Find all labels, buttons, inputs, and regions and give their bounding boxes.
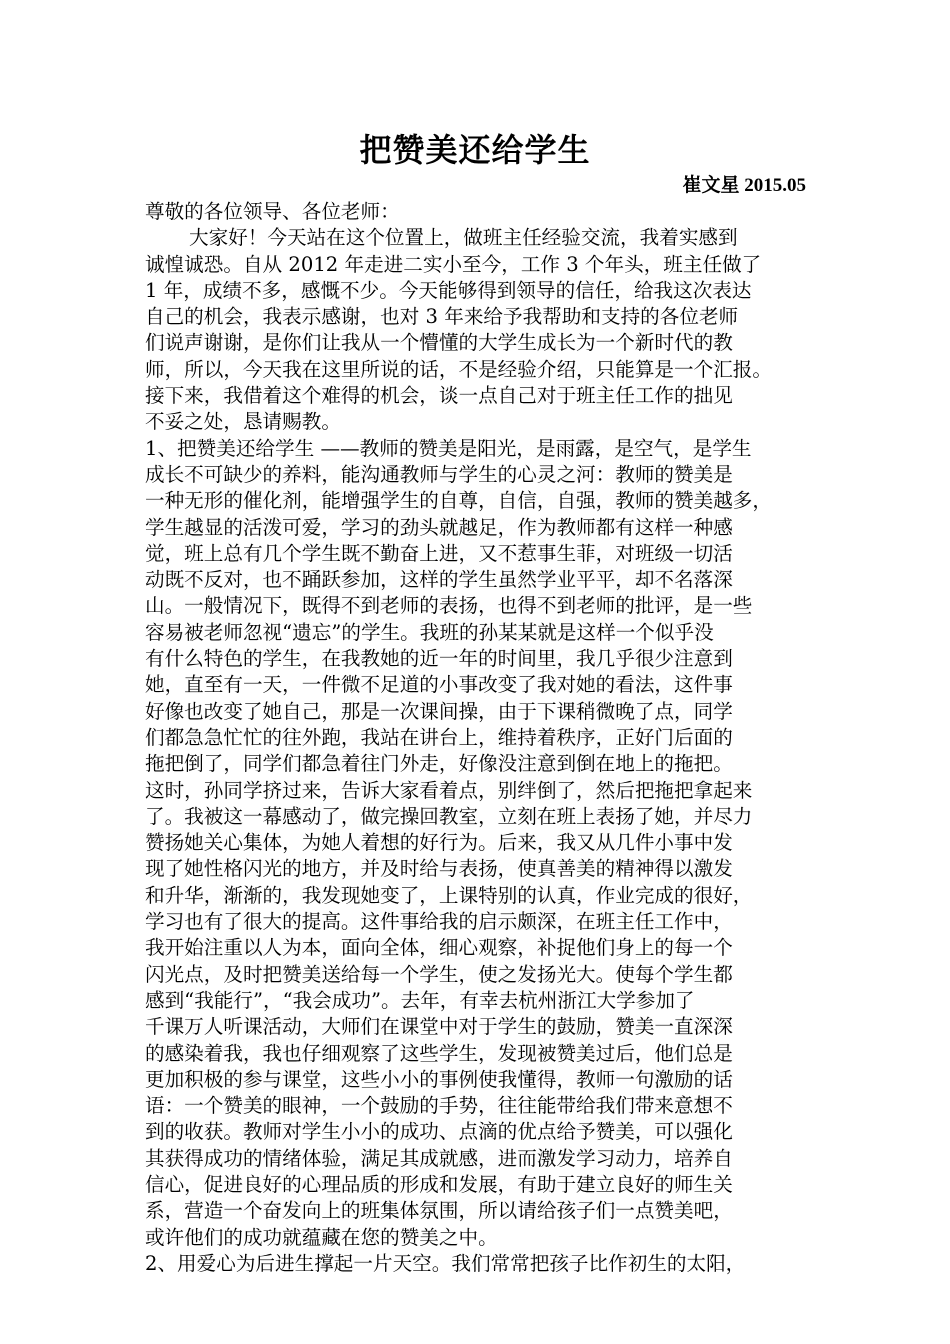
document-title: 把赞美还给学生 — [359, 131, 591, 169]
text-line: 山。一般情况下，既得不到老师的表扬，也得不到老师的批评，是一些 — [145, 594, 753, 618]
text-line: 学习也有了很大的提高。这件事给我的启示颇深，在班主任工作中， — [145, 910, 733, 934]
text-line: 现了她性格闪光的地方，并及时给与表扬，使真善美的精神得以激发 — [145, 857, 733, 881]
text-line: 到的收获。教师对学生小小的成功、点滴的优点给予赞美，可以强化 — [145, 1120, 733, 1144]
author-date: 崔文星 2015.05 — [682, 175, 806, 196]
text-line: 她，直至有一天，一件微不足道的小事改变了我对她的看法，这件事 — [145, 673, 733, 697]
text-line: 好像也改变了她自己，那是一次课间操，由于下课稍微晚了点，同学 — [145, 699, 733, 723]
text-line: 们说声谢谢，是你们让我从一个懵懂的大学生成长为一个新时代的教 — [145, 331, 733, 355]
text-line: 觉，班上总有几个学生既不勤奋上进，又不惹事生菲，对班级一切活 — [145, 541, 733, 565]
text-line: 了。我被这一幕感动了，做完操回教室，立刻在班上表扬了她，并尽力 — [145, 804, 753, 828]
text-line: 赞扬她关心集体，为她人着想的好行为。后来，我又从几件小事中发 — [145, 831, 733, 855]
text-line: 系，营造一个奋发向上的班集体氛围，所以请给孩子们一点赞美吧， — [145, 1199, 733, 1223]
text-line: 这时，孙同学挤过来，告诉大家看着点，别绊倒了，然后把拖把拿起来 — [145, 778, 753, 802]
text-line: 其获得成功的情绪体验，满足其成就感，进而激发学习动力，培养自 — [145, 1146, 733, 1170]
text-line: 1 年，成绩不多，感慨不少。今天能够得到领导的信任，给我这次表达 — [145, 278, 752, 302]
text-line: 接下来，我借着这个难得的机会，谈一点自己对于班主任工作的拙见 — [145, 384, 733, 408]
text-line: 感到“我能行”，“我会成功”。去年，有幸去杭州浙江大学参加了 — [145, 988, 695, 1012]
text-line: 闪光点，及时把赞美送给每一个学生，使之发扬光大。使每个学生都 — [145, 962, 733, 986]
text-line: 和升华，渐渐的，我发现她变了，上课特别的认真，作业完成的很好， — [145, 883, 753, 907]
text-line: 有什么特色的学生，在我教她的近一年的时间里，我几乎很少注意到 — [145, 647, 733, 671]
text-line: 信心，促进良好的心理品质的形成和发展，有助于建立良好的师生关 — [145, 1172, 733, 1196]
text-line: 我开始注重以人为本，面向全体，细心观察，补捉他们身上的每一个 — [145, 936, 733, 960]
text-line: 更加积极的参与课堂，这些小小的事例使我懂得，教师一句激励的话 — [145, 1067, 733, 1091]
text-line: 自己的机会，我表示感谢，也对 3 年来给予我帮助和支持的各位老师 — [145, 305, 739, 329]
text-line: 动既不反对，也不踊跃参加，这样的学生虽然学业平平，却不名落深 — [145, 568, 733, 592]
text-line: 的感染着我，我也仔细观察了这些学生，发现被赞美过后，他们总是 — [145, 1041, 733, 1065]
text-line: 千课万人听课活动，大师们在课堂中对于学生的鼓励，赞美一直深深 — [145, 1015, 733, 1039]
text-line: 拖把倒了，同学们都急着往门外走，好像没注意到倒在地上的拖把。 — [145, 752, 733, 776]
text-line: 一种无形的催化剂，能增强学生的自尊，自信，自强，教师的赞美越多， — [145, 489, 772, 513]
text-line: 1、把赞美还给学生 ——教师的赞美是阳光，是雨露，是空气，是学生 — [145, 436, 752, 460]
text-line: 诚惶诚恐。自从 2012 年走进二实小至今，工作 3 个年头，班主任做了 — [145, 252, 762, 276]
text-line: 尊敬的各位领导、各位老师： — [145, 200, 400, 223]
text-line: 们都急急忙忙的往外跑，我站在讲台上，维持着秩序，正好门后面的 — [145, 725, 733, 749]
text-line: 成长不可缺少的养料，能沟通教师与学生的心灵之河：教师的赞美是 — [145, 462, 733, 486]
text-line: 语：一个赞美的眼神，一个鼓励的手势，往往能带给我们带来意想不 — [145, 1094, 733, 1118]
text-line: 2、用爱心为后进生撑起一片天空。我们常常把孩子比作初生的太阳， — [145, 1251, 746, 1275]
text-line: 不妥之处，恳请赐教。 — [145, 410, 341, 434]
text-line: 容易被老师忽视“遗忘”的学生。我班的孙某某就是这样一个似乎没 — [145, 620, 714, 644]
text-line: 师，所以，今天我在这里所说的话，不是经验介绍，只能算是一个汇报。 — [145, 357, 772, 381]
text-line: 或许他们的成功就蕴藏在您的赞美之中。 — [145, 1225, 498, 1249]
text-line: 学生越显的活泼可爱，学习的劲头就越足，作为教师都有这样一种感 — [145, 515, 733, 539]
text-line: 大家好！今天站在这个位置上，做班主任经验交流，我着实感到 — [189, 226, 738, 250]
document-body — [145, 199, 811, 1277]
